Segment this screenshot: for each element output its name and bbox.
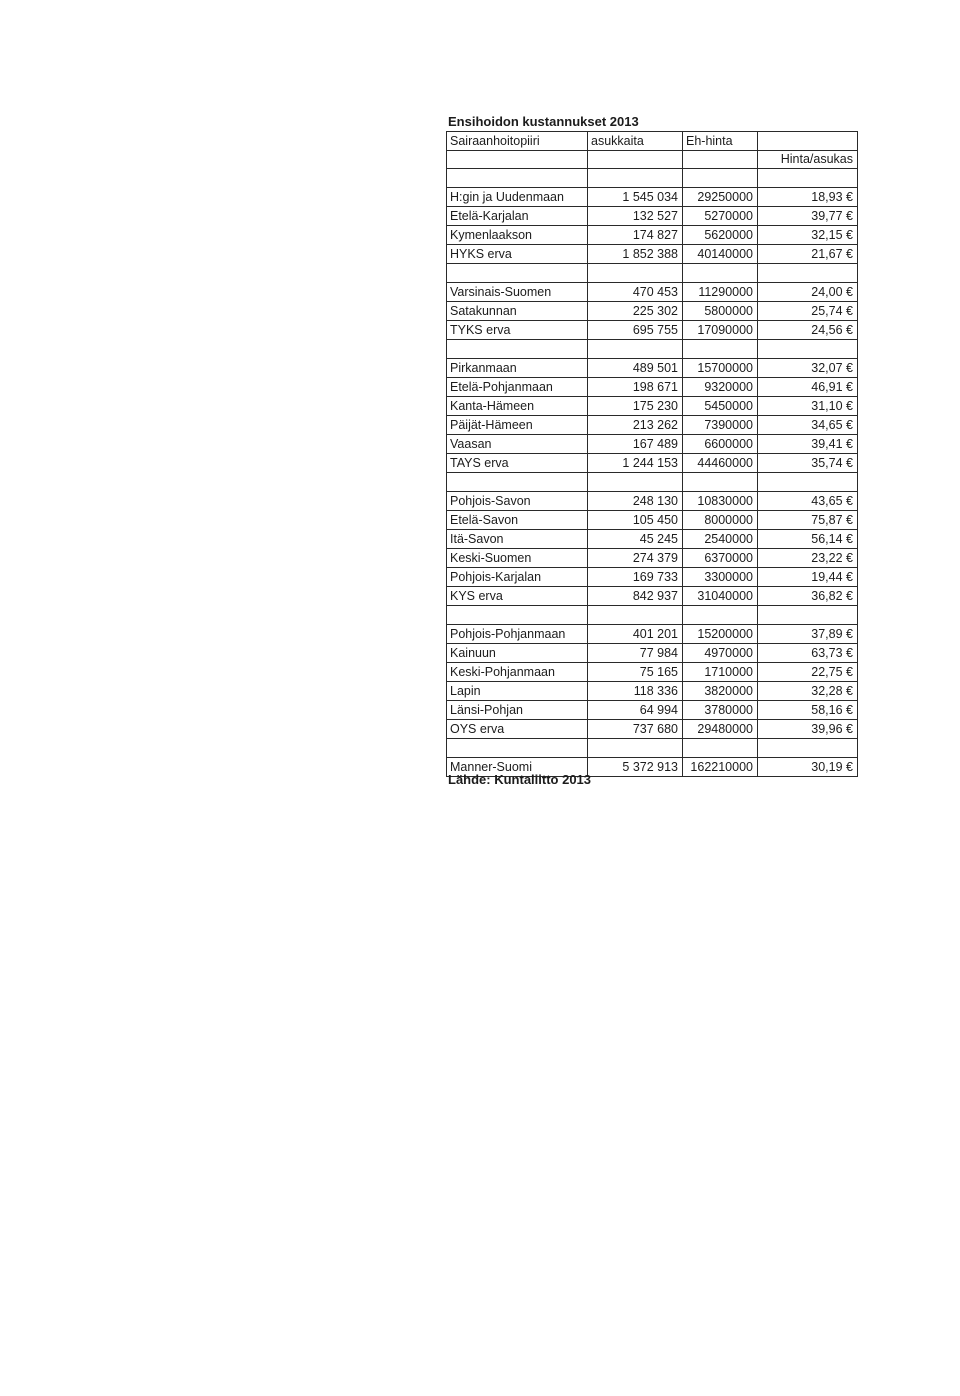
- region-cell: Manner-Suomi: [447, 758, 588, 777]
- region-cell: Pohjois-Karjalan: [447, 568, 588, 587]
- region-cell: Kymenlaakson: [447, 226, 588, 245]
- population-cell: 1 244 153: [588, 454, 683, 473]
- table-row: [447, 245, 858, 264]
- region-cell: Vaasan: [447, 435, 588, 454]
- empty-cell: [758, 473, 858, 492]
- per-capita-cell: 43,65 €: [758, 492, 858, 511]
- empty-cell: [588, 739, 683, 758]
- spacer-row: [447, 739, 858, 758]
- table-row: [447, 511, 858, 530]
- population-cell: 225 302: [588, 302, 683, 321]
- cost-cell: 10830000: [683, 492, 758, 511]
- empty-cell: [447, 264, 588, 283]
- region-cell: Pirkanmaan: [447, 359, 588, 378]
- cost-cell: 4970000: [683, 644, 758, 663]
- region-cell: TYKS erva: [447, 321, 588, 340]
- per-capita-cell: 75,87 €: [758, 511, 858, 530]
- population-cell: 213 262: [588, 416, 683, 435]
- empty-cell: [447, 606, 588, 625]
- region-cell: Etelä-Karjalan: [447, 207, 588, 226]
- region-cell: H:gin ja Uudenmaan: [447, 188, 588, 207]
- population-cell: 470 453: [588, 283, 683, 302]
- cost-cell: 6370000: [683, 549, 758, 568]
- cost-cell: 5450000: [683, 397, 758, 416]
- empty-cell: [447, 739, 588, 758]
- empty-cell: [683, 264, 758, 283]
- empty-cell: [758, 340, 858, 359]
- per-capita-cell: 22,75 €: [758, 663, 858, 682]
- per-capita-cell: 46,91 €: [758, 378, 858, 397]
- spacer-row: [447, 264, 858, 283]
- cost-cell: 3300000: [683, 568, 758, 587]
- cost-cell: 7390000: [683, 416, 758, 435]
- empty-cell: [683, 473, 758, 492]
- empty-cell: [758, 606, 858, 625]
- empty-cell: [683, 340, 758, 359]
- population-cell: 198 671: [588, 378, 683, 397]
- per-capita-cell: 36,82 €: [758, 587, 858, 606]
- region-cell: Etelä-Pohjanmaan: [447, 378, 588, 397]
- cost-cell: 29250000: [683, 188, 758, 207]
- population-cell: 118 336: [588, 682, 683, 701]
- cost-cell: 2540000: [683, 530, 758, 549]
- population-cell: 5 372 913: [588, 758, 683, 777]
- region-cell: Varsinais-Suomen: [447, 283, 588, 302]
- table-row: [447, 644, 858, 663]
- cost-cell: 31040000: [683, 587, 758, 606]
- per-capita-cell: 32,07 €: [758, 359, 858, 378]
- table-row: [447, 492, 858, 511]
- per-capita-cell: 32,28 €: [758, 682, 858, 701]
- population-cell: 64 994: [588, 701, 683, 720]
- population-cell: 175 230: [588, 397, 683, 416]
- population-cell: 695 755: [588, 321, 683, 340]
- table-row: [447, 530, 858, 549]
- population-cell: 105 450: [588, 511, 683, 530]
- document-title: Ensihoidon kustannukset 2013: [448, 114, 639, 129]
- cost-table-body: [447, 132, 858, 777]
- empty-cell: [588, 340, 683, 359]
- table-row: [447, 207, 858, 226]
- header-blank: [758, 132, 858, 151]
- per-capita-cell: 31,10 €: [758, 397, 858, 416]
- table-row: [447, 378, 858, 397]
- per-capita-cell: 63,73 €: [758, 644, 858, 663]
- per-capita-cell: 39,41 €: [758, 435, 858, 454]
- per-capita-cell: 34,65 €: [758, 416, 858, 435]
- spacer-row: [447, 340, 858, 359]
- region-cell: Keski-Pohjanmaan: [447, 663, 588, 682]
- empty-cell: [758, 739, 858, 758]
- region-cell: Satakunnan: [447, 302, 588, 321]
- table-row: [447, 397, 858, 416]
- cost-cell: 1710000: [683, 663, 758, 682]
- header-blank: [447, 151, 588, 169]
- table-row: [447, 568, 858, 587]
- cost-cell: 162210000: [683, 758, 758, 777]
- region-cell: Päijät-Hämeen: [447, 416, 588, 435]
- table-row: [447, 625, 858, 644]
- per-capita-cell: 24,56 €: [758, 321, 858, 340]
- cost-cell: 17090000: [683, 321, 758, 340]
- per-capita-cell: 24,00 €: [758, 283, 858, 302]
- per-capita-cell: 19,44 €: [758, 568, 858, 587]
- region-cell: TAYS erva: [447, 454, 588, 473]
- table-row: [447, 701, 858, 720]
- header-blank: [588, 151, 683, 169]
- empty-cell: [588, 473, 683, 492]
- header-cost: Eh-hinta: [683, 132, 758, 151]
- per-capita-cell: 18,93 €: [758, 188, 858, 207]
- region-cell: KYS erva: [447, 587, 588, 606]
- spacer-row: [447, 606, 858, 625]
- header-region: Sairaanhoitopiiri: [447, 132, 588, 151]
- region-cell: Pohjois-Pohjanmaan: [447, 625, 588, 644]
- table-row: [447, 359, 858, 378]
- region-cell: Pohjois-Savon: [447, 492, 588, 511]
- cost-cell: 5620000: [683, 226, 758, 245]
- empty-cell: [588, 169, 683, 188]
- cost-cell: 29480000: [683, 720, 758, 739]
- cost-cell: 15700000: [683, 359, 758, 378]
- cost-table: [446, 131, 858, 777]
- region-cell: HYKS erva: [447, 245, 588, 264]
- per-capita-cell: 39,77 €: [758, 207, 858, 226]
- header-population: asukkaita: [588, 132, 683, 151]
- empty-cell: [758, 169, 858, 188]
- population-cell: 274 379: [588, 549, 683, 568]
- header-per-capita: Hinta/asukas: [758, 151, 858, 169]
- population-cell: 248 130: [588, 492, 683, 511]
- population-cell: 1 545 034: [588, 188, 683, 207]
- table-row: [447, 416, 858, 435]
- cost-cell: 11290000: [683, 283, 758, 302]
- per-capita-cell: 37,89 €: [758, 625, 858, 644]
- empty-cell: [683, 169, 758, 188]
- population-cell: 77 984: [588, 644, 683, 663]
- table-row: [447, 682, 858, 701]
- population-cell: 45 245: [588, 530, 683, 549]
- source-note: Lähde: Kuntaliitto 2013: [448, 772, 592, 787]
- region-cell: OYS erva: [447, 720, 588, 739]
- population-cell: 174 827: [588, 226, 683, 245]
- cost-cell: 15200000: [683, 625, 758, 644]
- header-row: [447, 132, 858, 151]
- table-row: [447, 188, 858, 207]
- table-row: [447, 587, 858, 606]
- region-cell: Etelä-Savon: [447, 511, 588, 530]
- region-cell: Kanta-Hämeen: [447, 397, 588, 416]
- region-cell: Kainuun: [447, 644, 588, 663]
- cost-cell: 6600000: [683, 435, 758, 454]
- spacer-row: [447, 473, 858, 492]
- table-row: [447, 302, 858, 321]
- population-cell: 401 201: [588, 625, 683, 644]
- header-blank: [683, 151, 758, 169]
- cost-cell: 8000000: [683, 511, 758, 530]
- table-row: [447, 226, 858, 245]
- population-cell: 169 733: [588, 568, 683, 587]
- cost-cell: 3780000: [683, 701, 758, 720]
- per-capita-cell: 39,96 €: [758, 720, 858, 739]
- cost-cell: 9320000: [683, 378, 758, 397]
- population-cell: 132 527: [588, 207, 683, 226]
- region-cell: Keski-Suomen: [447, 549, 588, 568]
- per-capita-cell: 58,16 €: [758, 701, 858, 720]
- region-cell: Itä-Savon: [447, 530, 588, 549]
- empty-cell: [588, 264, 683, 283]
- population-cell: 737 680: [588, 720, 683, 739]
- table-row: [447, 454, 858, 473]
- per-capita-cell: 56,14 €: [758, 530, 858, 549]
- population-cell: 842 937: [588, 587, 683, 606]
- population-cell: 489 501: [588, 359, 683, 378]
- empty-cell: [447, 473, 588, 492]
- empty-cell: [447, 169, 588, 188]
- table-row: [447, 435, 858, 454]
- cost-cell: 44460000: [683, 454, 758, 473]
- table-row: [447, 549, 858, 568]
- table-row: [447, 283, 858, 302]
- region-cell: Lapin: [447, 682, 588, 701]
- per-capita-cell: 30,19 €: [758, 758, 858, 777]
- cost-cell: 5800000: [683, 302, 758, 321]
- header-subrow: [447, 151, 858, 169]
- table-row: [447, 663, 858, 682]
- cost-cell: 40140000: [683, 245, 758, 264]
- region-cell: Länsi-Pohjan: [447, 701, 588, 720]
- per-capita-cell: 25,74 €: [758, 302, 858, 321]
- empty-cell: [447, 340, 588, 359]
- per-capita-cell: 23,22 €: [758, 549, 858, 568]
- empty-cell: [683, 606, 758, 625]
- population-cell: 75 165: [588, 663, 683, 682]
- population-cell: 167 489: [588, 435, 683, 454]
- per-capita-cell: 21,67 €: [758, 245, 858, 264]
- empty-cell: [683, 739, 758, 758]
- per-capita-cell: 35,74 €: [758, 454, 858, 473]
- cost-cell: 3820000: [683, 682, 758, 701]
- spacer-row: [447, 169, 858, 188]
- population-cell: 1 852 388: [588, 245, 683, 264]
- table-row: [447, 321, 858, 340]
- empty-cell: [588, 606, 683, 625]
- table-row: [447, 720, 858, 739]
- cost-cell: 5270000: [683, 207, 758, 226]
- per-capita-cell: 32,15 €: [758, 226, 858, 245]
- empty-cell: [758, 264, 858, 283]
